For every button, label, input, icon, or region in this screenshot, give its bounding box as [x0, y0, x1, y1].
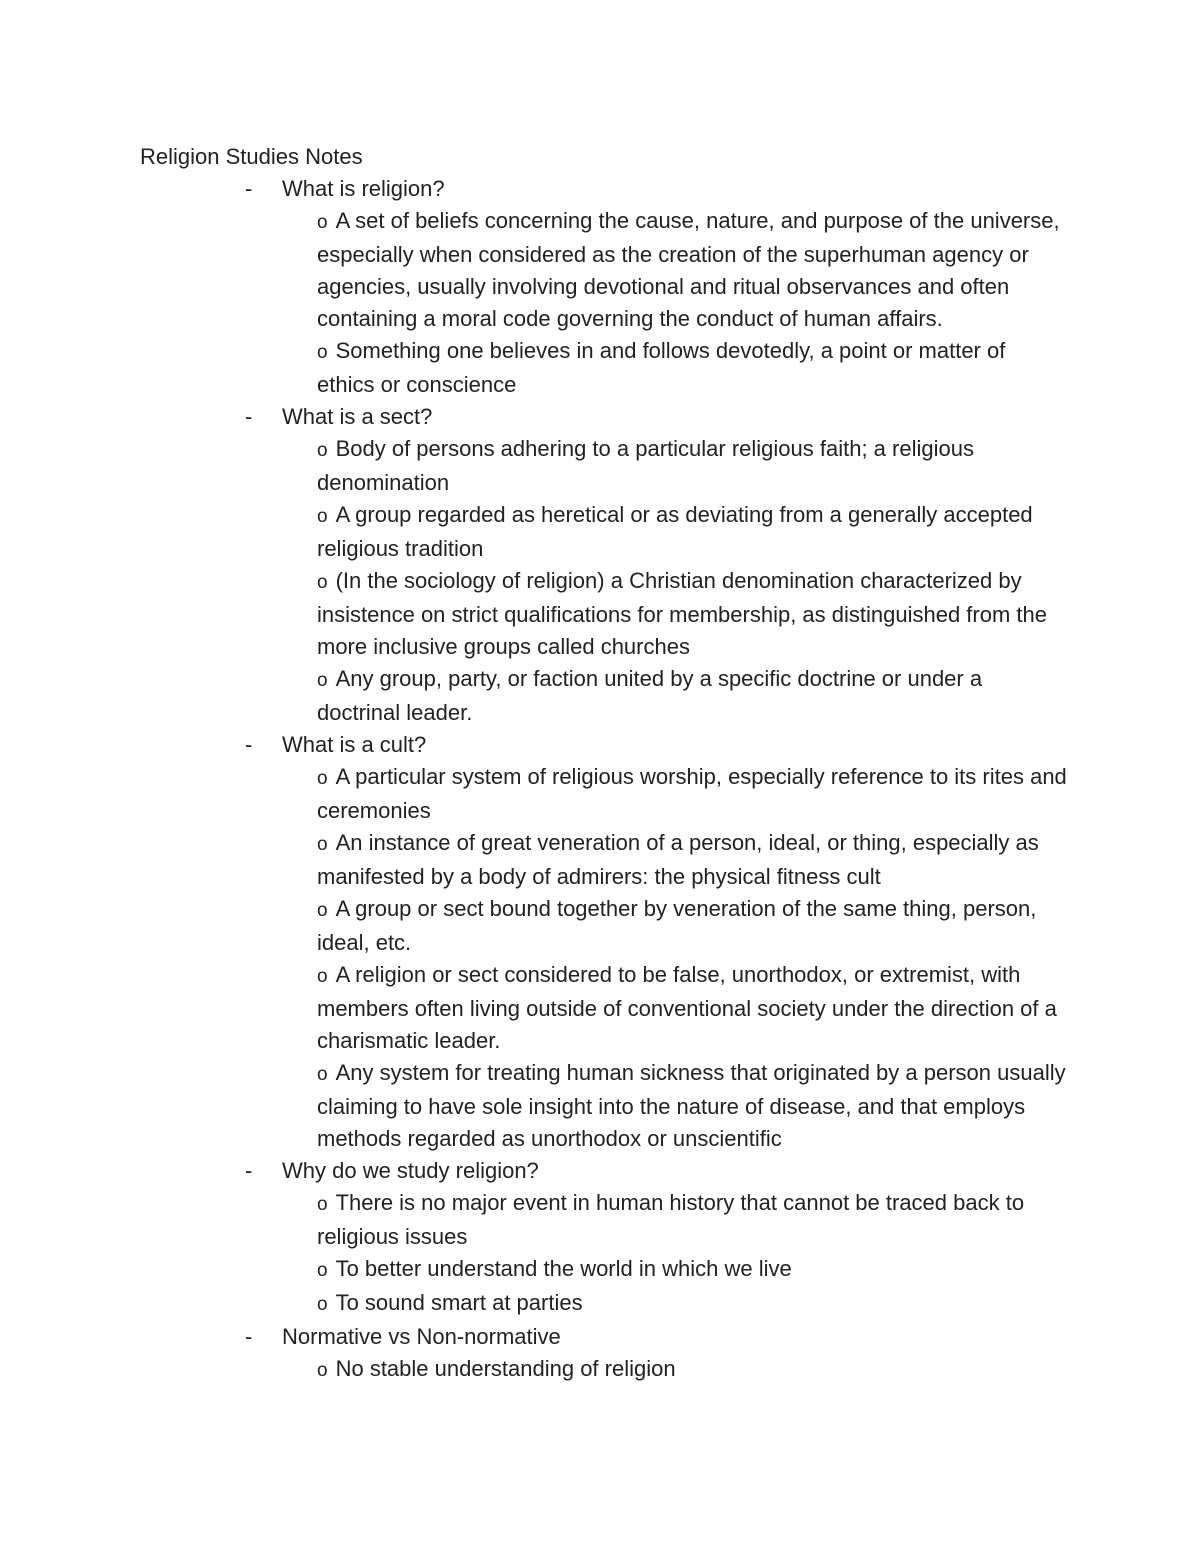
answer-item	[317, 1287, 1067, 1321]
answer-text: (In the sociology of religion) a Christian denomination characterized by insistence on strict qualifications for membership, as distinguished from the more inclusive groups called churches	[317, 568, 1048, 659]
circle-bullet-icon: o	[317, 440, 328, 461]
answer-item	[317, 499, 1067, 565]
answer-item	[317, 827, 1067, 893]
circle-bullet-icon: o	[317, 1260, 328, 1281]
answer-item	[317, 663, 1067, 729]
answer-item	[317, 1353, 1067, 1387]
circle-bullet-icon: o	[317, 342, 328, 363]
answer-item	[317, 1253, 1067, 1287]
dash-marker: -	[245, 1324, 253, 1349]
dash-marker: -	[245, 1158, 253, 1183]
outline-section	[0, 173, 1200, 401]
circle-bullet-icon: o	[317, 768, 328, 789]
outline-section	[0, 1321, 1200, 1387]
circle-bullet-icon: o	[317, 212, 328, 233]
question-heading: What is a cult?	[282, 732, 427, 757]
answer-text: Body of persons adhering to a particular religious faith; a religious denomination	[317, 436, 974, 495]
answer-item	[317, 959, 1067, 1057]
answer-item	[317, 893, 1067, 959]
answer-text: A particular system of religious worship, especially reference to its rites and ceremonies	[317, 764, 1067, 823]
document-title: Religion Studies Notes	[140, 144, 363, 169]
circle-bullet-icon: o	[317, 966, 328, 987]
answer-text: A set of beliefs concerning the cause, nature, and purpose of the universe, especially when considered as the creation of the superhuman agency or agencies, usually involving devotional and ritual observances and often containing a moral code governing the conduct of human affairs.	[317, 208, 1060, 331]
answer-list	[317, 205, 1067, 401]
answer-text: No stable understanding of religion	[335, 1356, 676, 1381]
answer-text: To sound smart at parties	[335, 1290, 583, 1315]
notes-outline	[0, 173, 1200, 1387]
answer-item	[317, 1187, 1067, 1253]
circle-bullet-icon: o	[317, 900, 328, 921]
question-row	[0, 401, 1200, 433]
answer-text: Something one believes in and follows devotedly, a point or matter of ethics or conscience	[317, 338, 1006, 397]
question-row	[0, 1321, 1200, 1353]
dash-marker: -	[245, 732, 253, 757]
answer-list	[317, 1353, 1067, 1387]
circle-bullet-icon: o	[317, 1294, 328, 1315]
circle-bullet-icon: o	[317, 1360, 328, 1381]
answer-text: An instance of great veneration of a person, ideal, or thing, especially as manifested by a body of admirers: the physical fitness cult	[317, 830, 1039, 889]
answer-text: There is no major event in human history that cannot be traced back to religious issues	[317, 1190, 1025, 1249]
outline-section	[0, 1155, 1200, 1321]
outline-section	[0, 729, 1200, 1155]
answer-item	[317, 565, 1067, 663]
circle-bullet-icon: o	[317, 1194, 328, 1215]
question-row	[0, 1155, 1200, 1187]
answer-list	[317, 1187, 1067, 1321]
dash-marker: -	[245, 404, 253, 429]
answer-text: A group or sect bound together by veneration of the same thing, person, ideal, etc.	[317, 896, 1037, 955]
circle-bullet-icon: o	[317, 670, 328, 691]
answer-item	[317, 433, 1067, 499]
circle-bullet-icon: o	[317, 506, 328, 527]
answer-list	[317, 761, 1067, 1155]
question-heading: What is religion?	[282, 176, 445, 201]
answer-text: A religion or sect considered to be false, unorthodox, or extremist, with members often living outside of conventional society under the direction of a charismatic leader.	[317, 962, 1057, 1053]
answer-list	[317, 433, 1067, 729]
answer-item	[317, 1057, 1067, 1155]
answer-item	[317, 761, 1067, 827]
answer-text: Any system for treating human sickness that originated by a person usually claiming to have sole insight into the nature of disease, and that employs methods regarded as unorthodox or unscientific	[317, 1060, 1066, 1151]
outline-section	[0, 401, 1200, 729]
circle-bullet-icon: o	[317, 572, 328, 593]
question-heading: Normative vs Non-normative	[282, 1324, 561, 1349]
question-heading: Why do we study religion?	[282, 1158, 539, 1183]
circle-bullet-icon: o	[317, 1064, 328, 1085]
question-row	[0, 173, 1200, 205]
answer-item	[317, 205, 1067, 335]
question-heading: What is a sect?	[282, 404, 433, 429]
question-row	[0, 729, 1200, 761]
dash-marker: -	[245, 176, 253, 201]
answer-item	[317, 335, 1067, 401]
answer-text: A group regarded as heretical or as deviating from a generally accepted religious tradition	[317, 502, 1033, 561]
answer-text: Any group, party, or faction united by a specific doctrine or under a doctrinal leader.	[317, 666, 983, 725]
answer-text: To better understand the world in which we live	[335, 1256, 792, 1281]
circle-bullet-icon: o	[317, 834, 328, 855]
